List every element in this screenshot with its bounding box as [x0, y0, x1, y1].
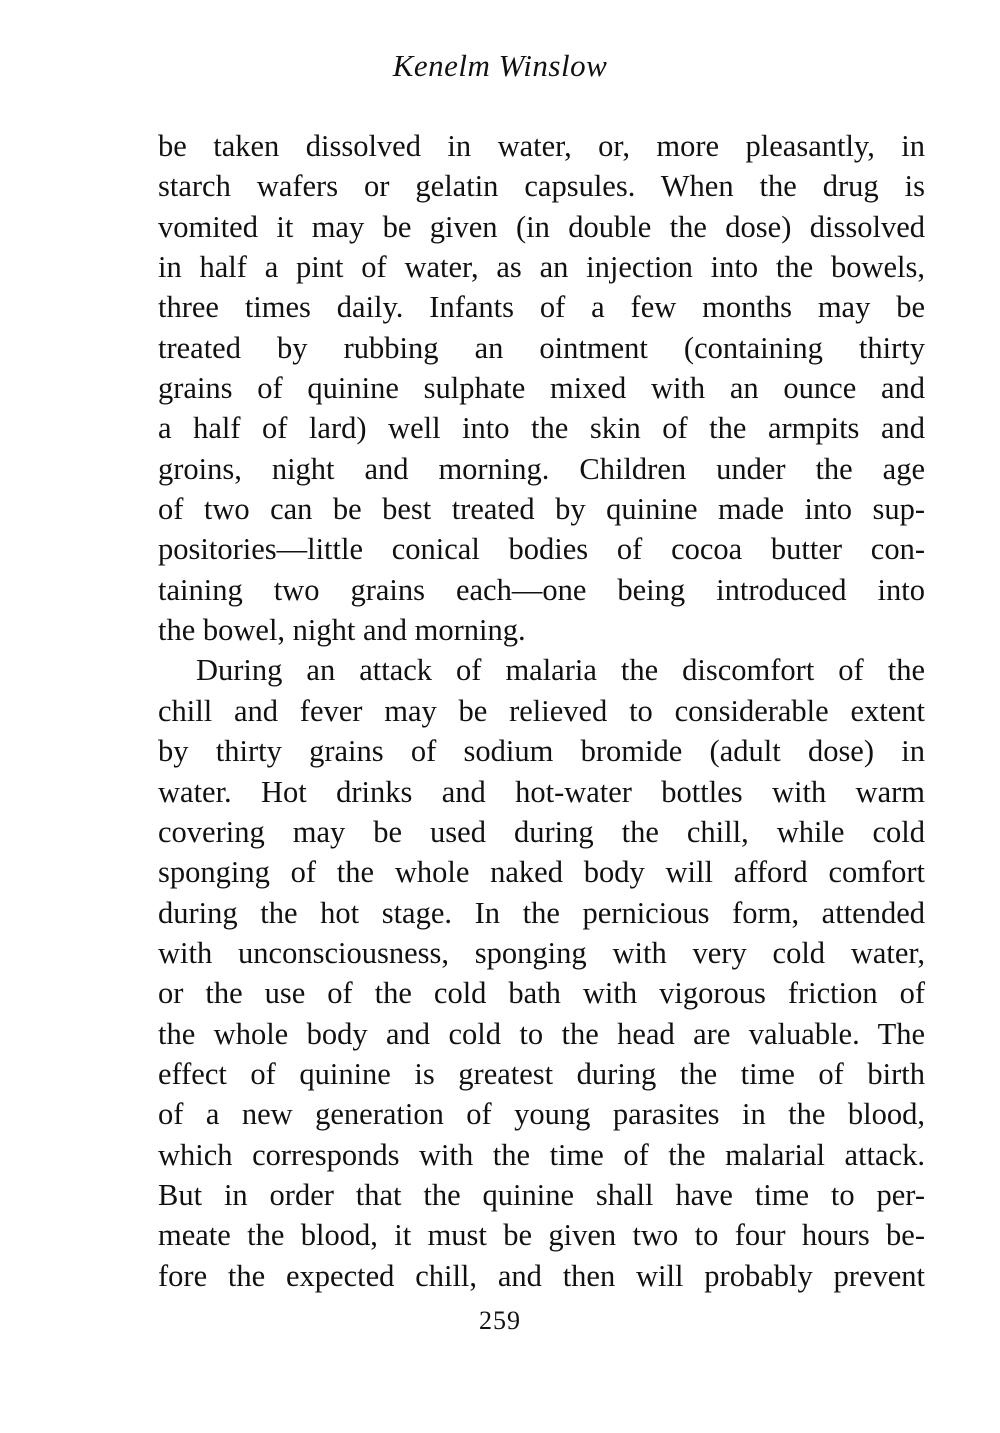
- text-line: water. Hot drinks and hot-water bottles with warm: [158, 774, 925, 809]
- running-header: Kenelm Winslow: [392, 48, 608, 83]
- text-line: effect of quinine is greatest during the time of birth: [158, 1056, 925, 1091]
- text-line: or the use of the cold bath with vigorous friction of: [158, 976, 925, 1011]
- text-line: of a new generation of young parasites in the blood,: [158, 1097, 925, 1132]
- text-line: by thirty grains of sodium bromide (adult dose) in: [158, 734, 925, 769]
- text-line: starch wafers or gelatin capsules. When the drug is: [158, 169, 925, 204]
- text-line: three times daily. Infants of a few months may be: [158, 290, 925, 325]
- text-line: the whole body and cold to the head are valuable. The: [158, 1016, 925, 1051]
- text-line: a half of lard) well into the skin of the armpits and: [158, 411, 925, 446]
- text-line: vomited it may be given (in double the dose) dissolved: [158, 209, 925, 244]
- text-line: positories—little conical bodies of cocoa butter con-: [158, 532, 925, 567]
- text-line: meate the blood, it must be given two to four hours be-: [158, 1218, 925, 1253]
- text-line: be taken dissolved in water, or, more pleasantly, in: [158, 129, 925, 163]
- text-line: in half a pint of water, as an injection into the bowels,: [158, 250, 925, 285]
- text-line: taining two grains each—one being introduced into: [158, 572, 925, 607]
- text-line: sponging of the whole naked body will afford comfort: [158, 855, 925, 890]
- text-line: groins, night and morning. Children under the age: [158, 451, 925, 486]
- text-line: of two can be best treated by quinine made into sup-: [158, 492, 925, 527]
- text-line: treated by rubbing an ointment (containing thirty: [158, 330, 925, 365]
- page-number: 259: [479, 1306, 521, 1335]
- text-line: chill and fever may be relieved to considerable extent: [158, 693, 925, 728]
- text-line: covering may be used during the chill, while cold: [158, 814, 925, 849]
- text-line: But in order that the quinine shall have time to per-: [158, 1177, 925, 1212]
- text-line: During an attack of malaria the discomfort of the: [196, 653, 925, 688]
- text-line: grains of quinine sulphate mixed with an ounce and: [158, 371, 925, 406]
- text-line: which corresponds with the time of the malarial attack.: [158, 1137, 925, 1172]
- text-line: fore the expected chill, and then will probably prevent: [158, 1258, 925, 1293]
- body-text: [158, 126, 925, 1296]
- text-line: during the hot stage. In the pernicious form, attended: [158, 895, 925, 930]
- text-line: with unconsciousness, sponging with very cold water,: [158, 935, 925, 970]
- text-line: the bowel, night and morning.: [158, 613, 526, 648]
